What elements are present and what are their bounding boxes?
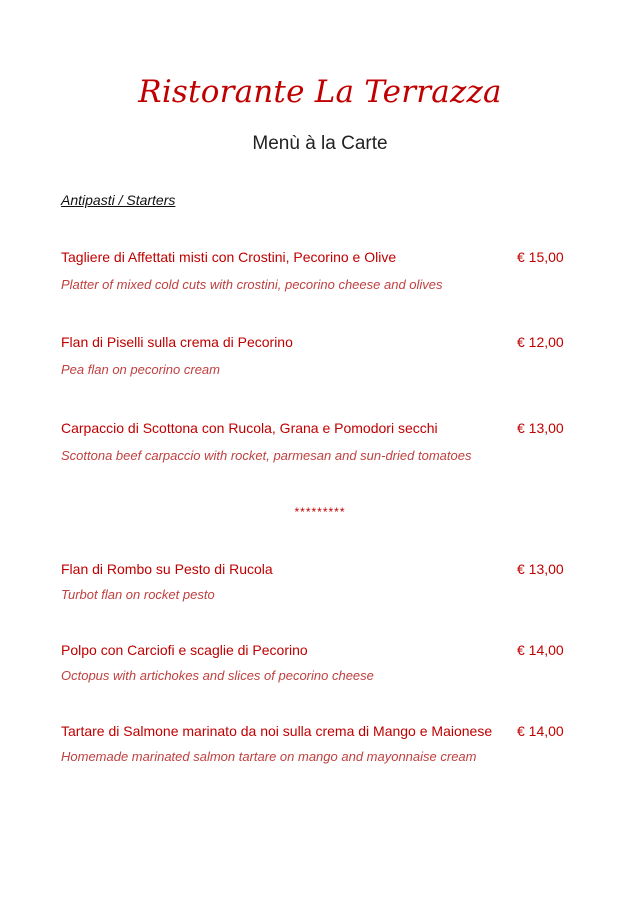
menu-item-description: Scottona beef carpaccio with rocket, parmesan and sun-dried tomatoes bbox=[61, 448, 472, 463]
menu-item-name: Tagliere di Affettati misti con Crostini, Pecorino e Olive bbox=[61, 249, 397, 265]
menu-item-description: Turbot flan on rocket pesto bbox=[61, 587, 215, 602]
menu-item-price: € 13,00 bbox=[517, 561, 564, 577]
section-heading-starters: Antipasti / Starters bbox=[61, 192, 176, 208]
restaurant-title: Ristorante La Terrazza bbox=[138, 74, 502, 110]
menu-item-price: € 14,00 bbox=[517, 723, 564, 739]
section-divider: ********* bbox=[294, 505, 346, 519]
menu-item-name: Tartare di Salmone marinato da noi sulla crema di Mango e Maionese bbox=[61, 723, 493, 739]
menu-subtitle: Menù à la Carte bbox=[252, 133, 388, 154]
menu-item-description: Homemade marinated salmon tartare on mango and mayonnaise cream bbox=[61, 749, 477, 764]
menu-item-name: Flan di Rombo su Pesto di Rucola bbox=[61, 561, 273, 577]
menu-item-name: Polpo con Carciofi e scaglie di Pecorino bbox=[61, 642, 308, 658]
menu-item-description: Pea flan on pecorino cream bbox=[61, 362, 220, 377]
menu-item-price: € 12,00 bbox=[517, 334, 564, 350]
menu-item-price: € 14,00 bbox=[517, 642, 564, 658]
menu-item-name: Flan di Piselli sulla crema di Pecorino bbox=[61, 334, 293, 350]
menu-item-price: € 13,00 bbox=[517, 420, 564, 436]
menu-item-description: Platter of mixed cold cuts with crostini, pecorino cheese and olives bbox=[61, 277, 443, 292]
menu-item-description: Octopus with artichokes and slices of pecorino cheese bbox=[61, 668, 374, 683]
menu-item-name: Carpaccio di Scottona con Rucola, Grana e Pomodori secchi bbox=[61, 420, 438, 436]
menu-item-price: € 15,00 bbox=[517, 249, 564, 265]
